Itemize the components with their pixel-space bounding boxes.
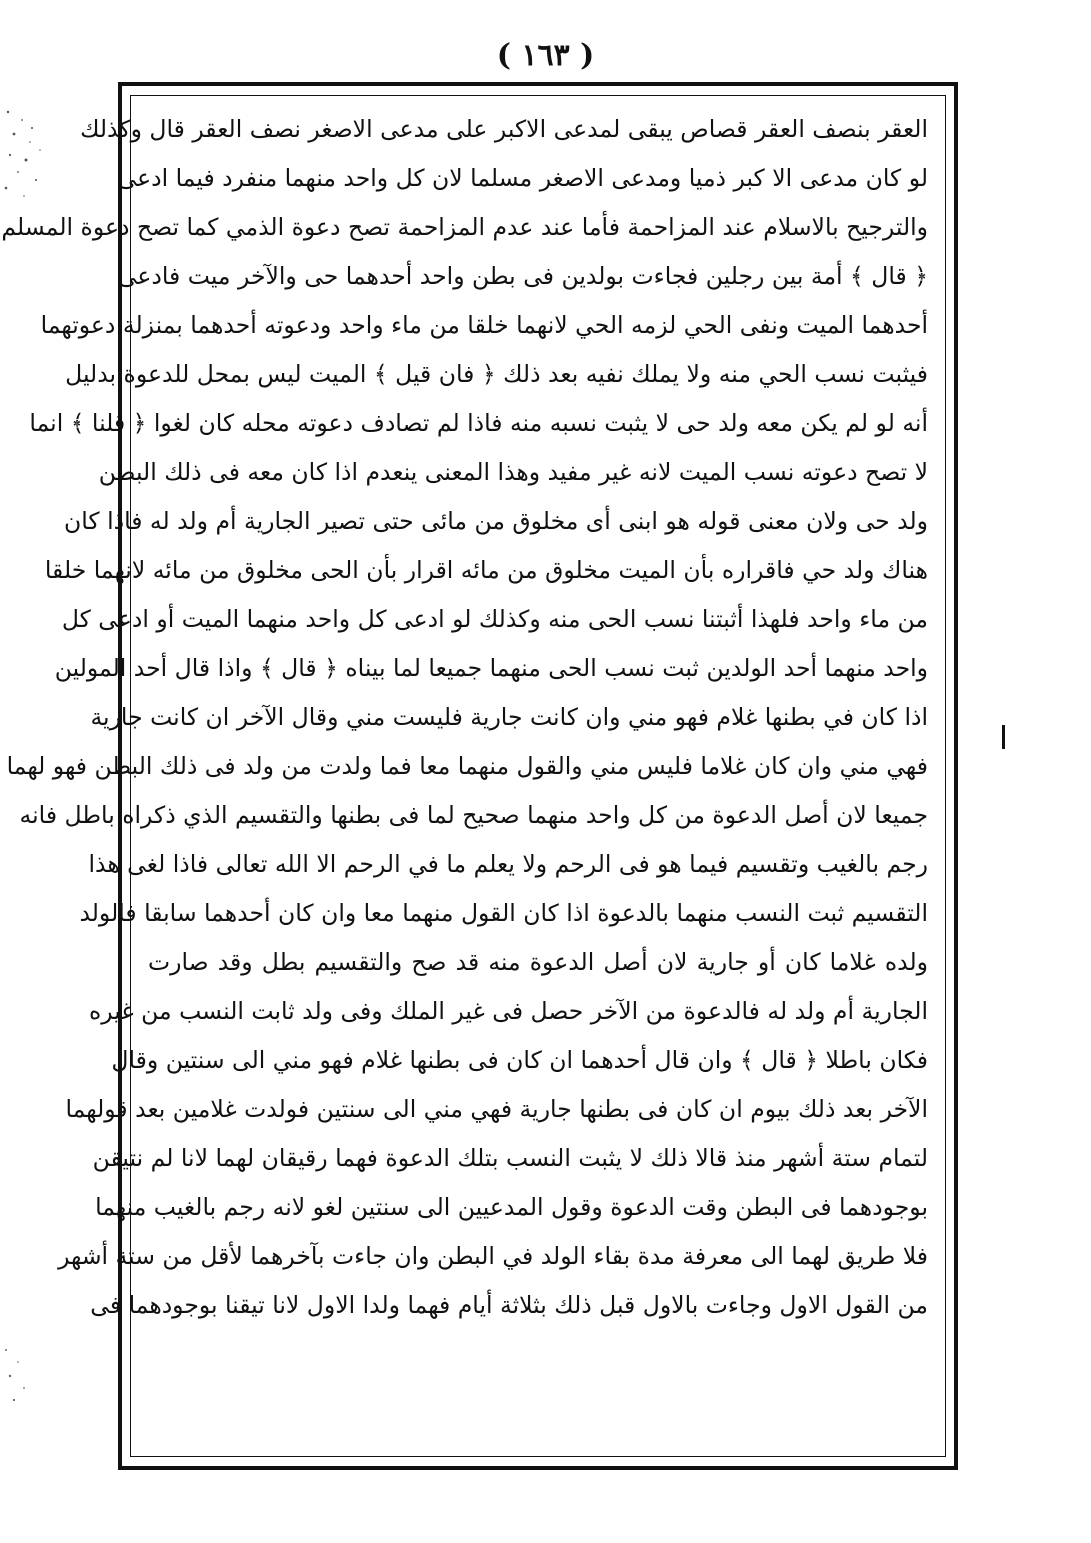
text-line: فلا طريق لهما الى معرفة مدة بقاء الولد في البطن وان جاءت بآخرهما لأقل من ستة أشهر <box>58 1242 928 1270</box>
text-line: لا تصح دعوته نسب الميت لانه غير مفيد وهذا المعنى ينعدم اذا كان معه فى ذلك البطن <box>98 458 928 486</box>
text-line: هناك ولد حي فاقراره بأن الميت مخلوق من مائه اقرار بأن الحى مخلوق من مائه لانهما خلقا <box>44 556 928 584</box>
text-line: التقسيم ثبت النسب منهما بالدعوة اذا كان القول منهما معا وان كان أحدهما سابقا فالولد <box>79 899 928 927</box>
text-line: ولد حى ولان معنى قوله هو ابنى أى مخلوق من مائى حتى تصير الجارية أم ولد له فاذا كان <box>64 507 928 535</box>
text-line: من ماء واحد فلهذا أثبتنا نسب الحى منه وكذلك لو ادعى كل واحد منهما الميت أو ادعى كل <box>61 605 928 633</box>
text-line: الجارية أم ولد له فالدعوة من الآخر حصل فى غير الملك وفى ولد ثابت النسب من غيره <box>89 997 928 1025</box>
text-line: فهي مني وان كان غلاما فليس مني والقول منهما معا فما ولدت من ولد فى ذلك البطن فهو لهما <box>6 752 928 780</box>
text-line: رجم بالغيب وتقسيم فيما هو فى الرحم ولا يعلم ما في الرحم الا الله تعالى فاذا لغى هذا <box>88 850 928 878</box>
text-line: واحد منهما أحد الولدين ثبت نسب الحى منهما جميعا لما بيناه ﴿ قال ﴾ واذا قال أحد المولين <box>54 654 928 682</box>
scan-noise <box>0 1340 40 1410</box>
body-text <box>1 105 928 1330</box>
text-line: والترجيح بالاسلام عند المزاحمة فأما عند عدم المزاحمة تصح دعوة الذمي كما تصح دعوة المسلم <box>1 213 928 241</box>
text-line: الآخر بعد ذلك بيوم ان كان فى بطنها جارية فهي مني الى سنتين فولدت غلامين بعد قولهما <box>65 1095 928 1123</box>
text-line: جميعا لان أصل الدعوة من كل واحد منهما صحيح لما فى بطنها والتقسيم الذي ذكراه باطل فانه <box>19 801 928 829</box>
text-line: لتمام ستة أشهر منذ قالا ذلك لا يثبت النسب بتلك الدعوة فهما رقيقان لهما لانا لم نتيقن <box>92 1144 928 1172</box>
text-line: ﴿ قال ﴾ أمة بين رجلين فجاءت بولدين فى بطن واحد أحدهما حى والآخر ميت فادعى <box>117 262 928 290</box>
text-line: اذا كان في بطنها غلام فهو مني وان كانت جارية فليست مني وقال الآخر ان كانت جارية <box>90 703 928 731</box>
page-number: ( ١٦٣ ) <box>496 38 595 73</box>
text-line: من القول الاول وجاءت بالاول قبل ذلك بثلاثة أيام فهما ولدا الاول لانا تيقنا بوجودهما فى <box>90 1291 928 1319</box>
text-line: ولده غلاما كان أو جارية لان أصل الدعوة منه قد صح والتقسيم بطل وقد صارت <box>148 948 928 976</box>
text-line: لو كان مدعى الا كبر ذميا ومدعى الاصغر مسلما لان كل واحد منهما منفرد فيما ادعى <box>117 164 928 192</box>
scan-noise <box>0 100 60 220</box>
text-line: أنه لو لم يكن معه ولد حى لا يثبت نسبه منه فاذا لم تصادف دعوته محله كان لغوا ﴿ قلنا ﴾ انما <box>29 409 928 437</box>
text-line: أحدهما الميت ونفى الحي لزمه الحي لانهما خلقا من ماء واحد ودعوته أحدهما بمنزلة دعوتهما <box>40 311 928 339</box>
text-line: فكان باطلا ﴿ قال ﴾ وان قال أحدهما ان كان فى بطنها غلام فهو مني الى سنتين وقال <box>111 1046 928 1074</box>
margin-mark <box>1002 725 1005 749</box>
text-line: بوجودهما فى البطن وقت الدعوة وقول المدعيين الى سنتين لغو لانه رجم بالغيب منهما <box>95 1193 928 1221</box>
text-line: فيثبت نسب الحي منه ولا يملك نفيه بعد ذلك ﴿ فان قيل ﴾ الميت ليس بمحل للدعوة بدليل <box>65 360 928 388</box>
text-line: العقر بنصف العقر قصاص يبقى لمدعى الاكبر على مدعى الاصغر نصف العقر قال وكذلك <box>80 115 928 143</box>
